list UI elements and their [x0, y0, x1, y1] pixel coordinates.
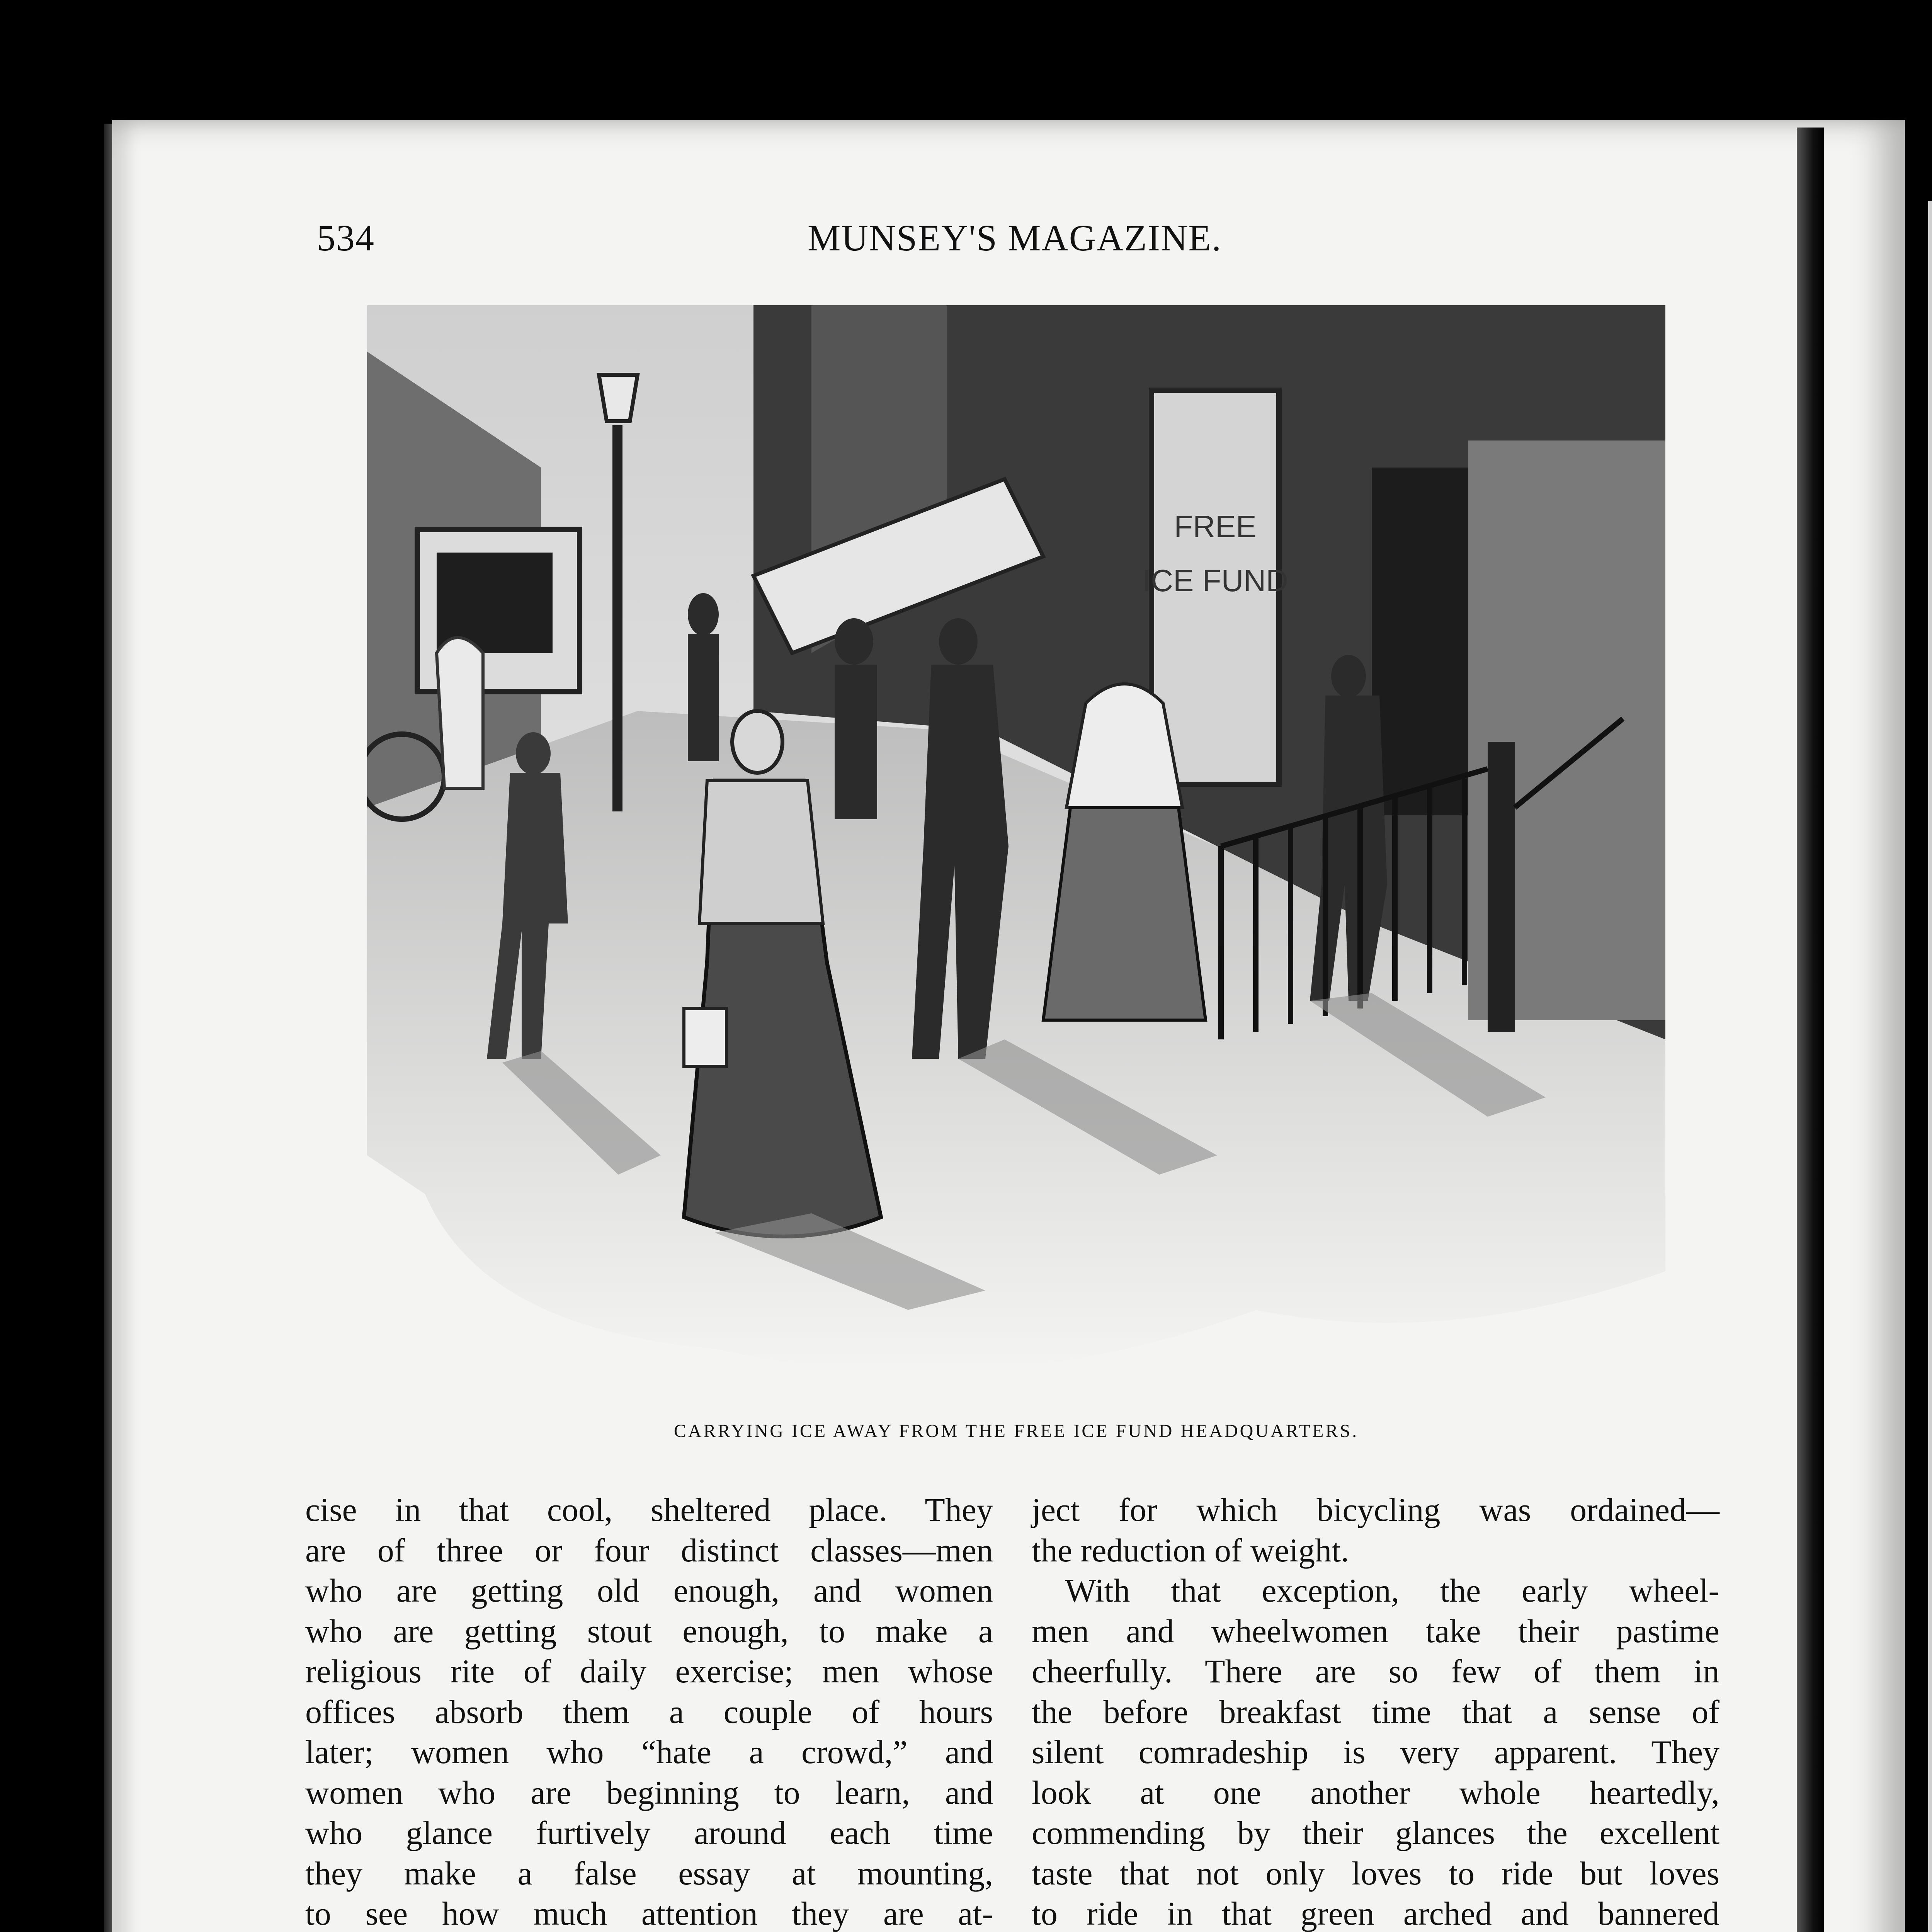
text-line: who glance furtively around each time [305, 1814, 993, 1851]
text-line: who are getting old enough, and women [305, 1572, 993, 1609]
facing-page-edge [1928, 201, 1932, 1932]
text-line: ject for which bicycling was ordained— [1032, 1491, 1719, 1528]
text-line: commending by their glances the excellent [1032, 1814, 1719, 1851]
text-line: offices absorb them a couple of hours [305, 1693, 993, 1730]
illustration-caption: CARRYING ICE AWAY FROM THE FREE ICE FUND HEADQUARTERS. [673, 1421, 1359, 1441]
text-line: the reduction of weight. [1032, 1531, 1349, 1569]
page-number: 534 [317, 217, 375, 259]
page-binding [1797, 128, 1824, 1932]
text-line: religious rite of daily exercise; men whose [305, 1653, 993, 1690]
text-line: look at one another whole heartedly, [1032, 1774, 1719, 1811]
sign-line-2: ICE FUND [1142, 563, 1288, 598]
text-column-left [305, 1490, 993, 1932]
text-line: are of three or four distinct classes—men [305, 1531, 993, 1569]
sign-line-1: FREE [1174, 509, 1257, 544]
street-scene-illustration [367, 305, 1665, 1410]
text-line: who are getting stout enough, to make a [305, 1612, 993, 1650]
text-line: to ride in that green arched and bannered [1032, 1895, 1719, 1932]
text-column-right [1032, 1490, 1719, 1932]
text-line: to see how much attention they are at- [305, 1895, 993, 1932]
text-line: cise in that cool, sheltered place. They [305, 1491, 993, 1528]
text-line: later; women who “hate a crowd,” and [305, 1733, 993, 1770]
text-line: they make a false essay at mounting, [305, 1854, 993, 1892]
text-line: taste that not only loves to ride but loves [1032, 1854, 1719, 1892]
text-line: With that exception, the early wheel- [1065, 1572, 1719, 1609]
text-line: women who are beginning to learn, and [305, 1774, 993, 1811]
text-line: cheerfully. There are so few of them in [1032, 1653, 1719, 1690]
text-line: silent comradeship is very apparent. They [1032, 1733, 1719, 1770]
magazine-title: MUNSEY'S MAGAZINE. [808, 217, 1222, 259]
text-line: men and wheelwomen take their pastime [1032, 1612, 1719, 1650]
text-line: the before breakfast time that a sense of [1032, 1693, 1719, 1730]
